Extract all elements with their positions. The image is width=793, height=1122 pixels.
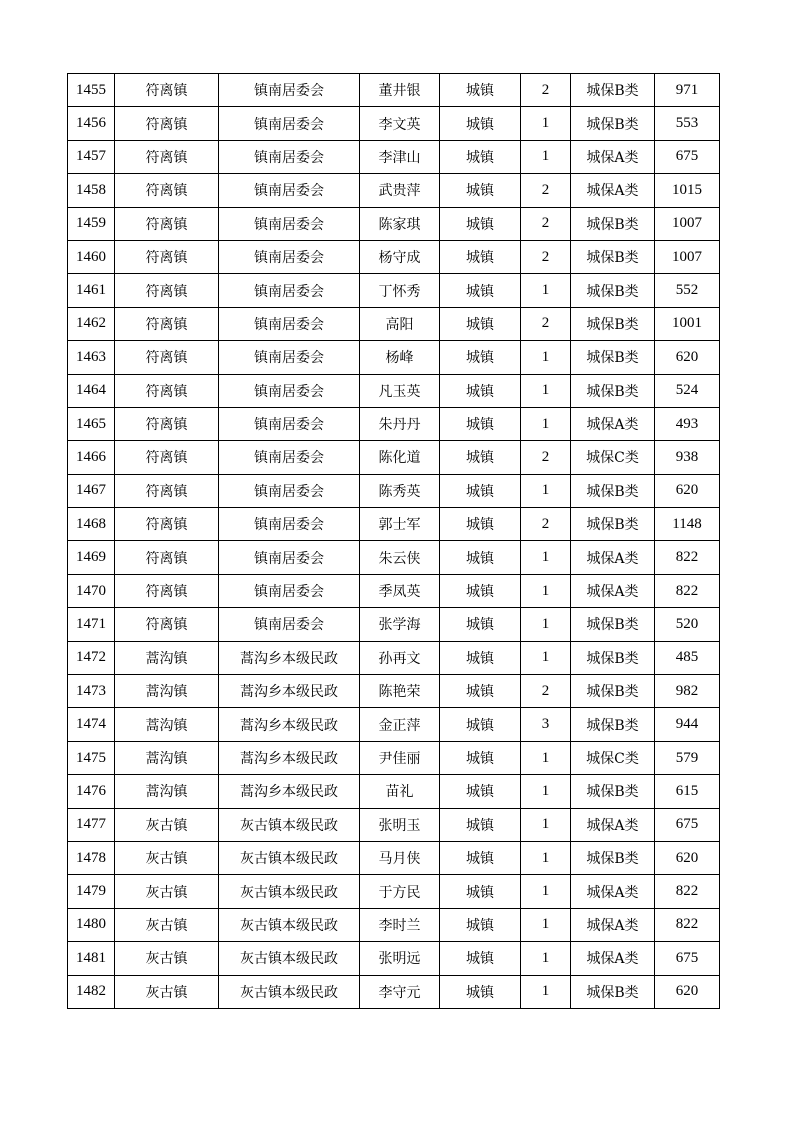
cell-town: 蒿沟镇 <box>115 641 219 674</box>
cell-area-type: 城镇 <box>440 174 521 207</box>
cell-category: 城保B类 <box>571 474 655 507</box>
cell-name: 郭士军 <box>360 508 440 541</box>
cell-committee: 镇南居委会 <box>219 441 360 474</box>
cell-committee: 镇南居委会 <box>219 140 360 173</box>
cell-household-size: 2 <box>521 74 571 107</box>
cell-household-size: 1 <box>521 107 571 140</box>
cell-amount: 1015 <box>655 174 720 207</box>
cell-area-type: 城镇 <box>440 608 521 641</box>
cell-area-type: 城镇 <box>440 808 521 841</box>
cell-area-type: 城镇 <box>440 775 521 808</box>
cell-name: 李文英 <box>360 107 440 140</box>
cell-area-type: 城镇 <box>440 708 521 741</box>
cell-area-type: 城镇 <box>440 942 521 975</box>
cell-name: 陈家琪 <box>360 207 440 240</box>
table-row <box>68 541 720 574</box>
cell-row-number: 1474 <box>68 708 115 741</box>
records-table <box>67 73 720 1009</box>
cell-committee: 镇南居委会 <box>219 341 360 374</box>
cell-household-size: 1 <box>521 908 571 941</box>
cell-committee: 灰古镇本级民政 <box>219 908 360 941</box>
cell-committee: 镇南居委会 <box>219 74 360 107</box>
cell-amount: 1007 <box>655 207 720 240</box>
cell-committee: 镇南居委会 <box>219 174 360 207</box>
table-row <box>68 574 720 607</box>
cell-amount: 822 <box>655 908 720 941</box>
cell-committee: 蒿沟乡本级民政 <box>219 641 360 674</box>
cell-category: 城保B类 <box>571 341 655 374</box>
cell-area-type: 城镇 <box>440 875 521 908</box>
table-row <box>68 975 720 1008</box>
cell-amount: 938 <box>655 441 720 474</box>
cell-name: 张明玉 <box>360 808 440 841</box>
table-row <box>68 675 720 708</box>
cell-name: 朱云侠 <box>360 541 440 574</box>
cell-amount: 1148 <box>655 508 720 541</box>
cell-category: 城保B类 <box>571 975 655 1008</box>
table-row <box>68 407 720 440</box>
cell-household-size: 1 <box>521 875 571 908</box>
cell-area-type: 城镇 <box>440 741 521 774</box>
cell-name: 于方民 <box>360 875 440 908</box>
table-row <box>68 374 720 407</box>
cell-town: 符离镇 <box>115 107 219 140</box>
table-row <box>68 474 720 507</box>
cell-category: 城保A类 <box>571 942 655 975</box>
cell-name: 董井银 <box>360 74 440 107</box>
cell-row-number: 1478 <box>68 841 115 874</box>
cell-town: 符离镇 <box>115 174 219 207</box>
cell-row-number: 1481 <box>68 942 115 975</box>
cell-row-number: 1477 <box>68 808 115 841</box>
cell-category: 城保B类 <box>571 508 655 541</box>
cell-committee: 蒿沟乡本级民政 <box>219 675 360 708</box>
table-row <box>68 641 720 674</box>
cell-town: 符离镇 <box>115 274 219 307</box>
cell-area-type: 城镇 <box>440 341 521 374</box>
cell-area-type: 城镇 <box>440 675 521 708</box>
table-row <box>68 841 720 874</box>
cell-name: 李守元 <box>360 975 440 1008</box>
cell-town: 灰古镇 <box>115 808 219 841</box>
cell-amount: 971 <box>655 74 720 107</box>
cell-row-number: 1480 <box>68 908 115 941</box>
cell-name: 高阳 <box>360 307 440 340</box>
cell-committee: 镇南居委会 <box>219 240 360 273</box>
cell-category: 城保B类 <box>571 74 655 107</box>
cell-household-size: 1 <box>521 775 571 808</box>
cell-amount: 485 <box>655 641 720 674</box>
cell-category: 城保B类 <box>571 307 655 340</box>
cell-row-number: 1473 <box>68 675 115 708</box>
cell-area-type: 城镇 <box>440 508 521 541</box>
cell-household-size: 1 <box>521 808 571 841</box>
cell-area-type: 城镇 <box>440 841 521 874</box>
cell-row-number: 1461 <box>68 274 115 307</box>
cell-area-type: 城镇 <box>440 641 521 674</box>
table-row <box>68 74 720 107</box>
table-row <box>68 107 720 140</box>
cell-household-size: 2 <box>521 307 571 340</box>
cell-area-type: 城镇 <box>440 374 521 407</box>
cell-name: 陈艳荣 <box>360 675 440 708</box>
cell-row-number: 1479 <box>68 875 115 908</box>
cell-town: 灰古镇 <box>115 975 219 1008</box>
cell-area-type: 城镇 <box>440 240 521 273</box>
cell-name: 李津山 <box>360 140 440 173</box>
cell-row-number: 1462 <box>68 307 115 340</box>
cell-amount: 524 <box>655 374 720 407</box>
cell-row-number: 1459 <box>68 207 115 240</box>
cell-amount: 675 <box>655 808 720 841</box>
cell-area-type: 城镇 <box>440 441 521 474</box>
cell-household-size: 2 <box>521 240 571 273</box>
records-table-body <box>68 74 720 1009</box>
cell-category: 城保B类 <box>571 274 655 307</box>
cell-town: 符离镇 <box>115 374 219 407</box>
cell-name: 陈秀英 <box>360 474 440 507</box>
cell-town: 蒿沟镇 <box>115 775 219 808</box>
cell-household-size: 2 <box>521 207 571 240</box>
cell-household-size: 2 <box>521 174 571 207</box>
cell-name: 金正萍 <box>360 708 440 741</box>
cell-name: 朱丹丹 <box>360 407 440 440</box>
cell-committee: 镇南居委会 <box>219 608 360 641</box>
cell-row-number: 1468 <box>68 508 115 541</box>
cell-row-number: 1472 <box>68 641 115 674</box>
cell-town: 符离镇 <box>115 74 219 107</box>
cell-category: 城保B类 <box>571 708 655 741</box>
cell-town: 符离镇 <box>115 474 219 507</box>
cell-name: 杨峰 <box>360 341 440 374</box>
cell-committee: 蒿沟乡本级民政 <box>219 708 360 741</box>
cell-town: 蒿沟镇 <box>115 675 219 708</box>
cell-committee: 灰古镇本级民政 <box>219 841 360 874</box>
cell-category: 城保B类 <box>571 675 655 708</box>
cell-name: 马月侠 <box>360 841 440 874</box>
cell-amount: 520 <box>655 608 720 641</box>
cell-name: 丁怀秀 <box>360 274 440 307</box>
cell-category: 城保A类 <box>571 574 655 607</box>
cell-town: 灰古镇 <box>115 841 219 874</box>
cell-town: 灰古镇 <box>115 942 219 975</box>
cell-committee: 镇南居委会 <box>219 274 360 307</box>
cell-amount: 620 <box>655 841 720 874</box>
cell-committee: 灰古镇本级民政 <box>219 808 360 841</box>
cell-household-size: 1 <box>521 741 571 774</box>
cell-name: 孙再文 <box>360 641 440 674</box>
cell-category: 城保C类 <box>571 441 655 474</box>
cell-committee: 灰古镇本级民政 <box>219 875 360 908</box>
cell-committee: 灰古镇本级民政 <box>219 942 360 975</box>
cell-amount: 620 <box>655 474 720 507</box>
cell-amount: 579 <box>655 741 720 774</box>
cell-category: 城保A类 <box>571 541 655 574</box>
cell-row-number: 1469 <box>68 541 115 574</box>
cell-name: 张学海 <box>360 608 440 641</box>
cell-category: 城保B类 <box>571 775 655 808</box>
table-row <box>68 307 720 340</box>
cell-area-type: 城镇 <box>440 474 521 507</box>
cell-town: 符离镇 <box>115 541 219 574</box>
cell-area-type: 城镇 <box>440 74 521 107</box>
table-row <box>68 441 720 474</box>
cell-committee: 镇南居委会 <box>219 407 360 440</box>
cell-category: 城保B类 <box>571 107 655 140</box>
cell-town: 蒿沟镇 <box>115 708 219 741</box>
cell-household-size: 1 <box>521 274 571 307</box>
cell-household-size: 1 <box>521 140 571 173</box>
cell-town: 符离镇 <box>115 240 219 273</box>
table-row <box>68 274 720 307</box>
cell-category: 城保A类 <box>571 875 655 908</box>
cell-name: 武贵萍 <box>360 174 440 207</box>
cell-name: 陈化道 <box>360 441 440 474</box>
cell-row-number: 1457 <box>68 140 115 173</box>
cell-household-size: 1 <box>521 942 571 975</box>
cell-area-type: 城镇 <box>440 207 521 240</box>
table-row <box>68 875 720 908</box>
cell-committee: 灰古镇本级民政 <box>219 975 360 1008</box>
table-row <box>68 708 720 741</box>
cell-committee: 镇南居委会 <box>219 307 360 340</box>
cell-town: 符离镇 <box>115 508 219 541</box>
cell-amount: 822 <box>655 574 720 607</box>
cell-amount: 944 <box>655 708 720 741</box>
cell-town: 符离镇 <box>115 140 219 173</box>
cell-town: 符离镇 <box>115 307 219 340</box>
cell-area-type: 城镇 <box>440 407 521 440</box>
cell-amount: 822 <box>655 541 720 574</box>
cell-row-number: 1458 <box>68 174 115 207</box>
cell-committee: 蒿沟乡本级民政 <box>219 741 360 774</box>
cell-amount: 1007 <box>655 240 720 273</box>
cell-row-number: 1460 <box>68 240 115 273</box>
cell-area-type: 城镇 <box>440 140 521 173</box>
cell-category: 城保B类 <box>571 374 655 407</box>
cell-category: 城保A类 <box>571 908 655 941</box>
cell-household-size: 1 <box>521 641 571 674</box>
cell-row-number: 1482 <box>68 975 115 1008</box>
cell-amount: 553 <box>655 107 720 140</box>
cell-amount: 620 <box>655 341 720 374</box>
cell-committee: 镇南居委会 <box>219 374 360 407</box>
table-row <box>68 741 720 774</box>
cell-amount: 1001 <box>655 307 720 340</box>
cell-row-number: 1466 <box>68 441 115 474</box>
cell-row-number: 1470 <box>68 574 115 607</box>
cell-household-size: 2 <box>521 508 571 541</box>
cell-household-size: 1 <box>521 474 571 507</box>
cell-household-size: 1 <box>521 574 571 607</box>
table-row <box>68 508 720 541</box>
cell-category: 城保A类 <box>571 407 655 440</box>
cell-town: 灰古镇 <box>115 908 219 941</box>
cell-amount: 675 <box>655 942 720 975</box>
cell-household-size: 1 <box>521 841 571 874</box>
cell-area-type: 城镇 <box>440 541 521 574</box>
cell-name: 杨守成 <box>360 240 440 273</box>
cell-name: 李时兰 <box>360 908 440 941</box>
cell-name: 凡玉英 <box>360 374 440 407</box>
cell-area-type: 城镇 <box>440 107 521 140</box>
table-row <box>68 808 720 841</box>
cell-name: 苗礼 <box>360 775 440 808</box>
table-row <box>68 207 720 240</box>
table-row <box>68 240 720 273</box>
cell-row-number: 1476 <box>68 775 115 808</box>
cell-category: 城保A类 <box>571 174 655 207</box>
cell-town: 蒿沟镇 <box>115 741 219 774</box>
cell-household-size: 1 <box>521 975 571 1008</box>
cell-committee: 镇南居委会 <box>219 474 360 507</box>
cell-town: 符离镇 <box>115 407 219 440</box>
cell-category: 城保B类 <box>571 641 655 674</box>
cell-amount: 982 <box>655 675 720 708</box>
table-row <box>68 942 720 975</box>
cell-amount: 822 <box>655 875 720 908</box>
cell-town: 符离镇 <box>115 441 219 474</box>
cell-household-size: 2 <box>521 441 571 474</box>
cell-name: 张明远 <box>360 942 440 975</box>
table-row <box>68 608 720 641</box>
cell-category: 城保A类 <box>571 808 655 841</box>
cell-amount: 620 <box>655 975 720 1008</box>
cell-category: 城保B类 <box>571 841 655 874</box>
cell-committee: 镇南居委会 <box>219 541 360 574</box>
cell-amount: 615 <box>655 775 720 808</box>
cell-household-size: 1 <box>521 341 571 374</box>
cell-area-type: 城镇 <box>440 307 521 340</box>
cell-category: 城保B类 <box>571 608 655 641</box>
cell-name: 季凤英 <box>360 574 440 607</box>
cell-committee: 镇南居委会 <box>219 207 360 240</box>
table-row <box>68 775 720 808</box>
cell-area-type: 城镇 <box>440 274 521 307</box>
cell-amount: 493 <box>655 407 720 440</box>
cell-area-type: 城镇 <box>440 574 521 607</box>
cell-row-number: 1467 <box>68 474 115 507</box>
cell-town: 灰古镇 <box>115 875 219 908</box>
cell-town: 符离镇 <box>115 574 219 607</box>
cell-category: 城保B类 <box>571 207 655 240</box>
table-row <box>68 908 720 941</box>
cell-row-number: 1475 <box>68 741 115 774</box>
cell-row-number: 1463 <box>68 341 115 374</box>
table-row <box>68 341 720 374</box>
cell-row-number: 1455 <box>68 74 115 107</box>
cell-household-size: 1 <box>521 541 571 574</box>
cell-household-size: 1 <box>521 608 571 641</box>
cell-household-size: 1 <box>521 407 571 440</box>
cell-committee: 镇南居委会 <box>219 508 360 541</box>
cell-committee: 蒿沟乡本级民政 <box>219 775 360 808</box>
cell-category: 城保A类 <box>571 140 655 173</box>
cell-committee: 镇南居委会 <box>219 107 360 140</box>
cell-household-size: 2 <box>521 675 571 708</box>
cell-category: 城保C类 <box>571 741 655 774</box>
cell-category: 城保B类 <box>571 240 655 273</box>
cell-amount: 552 <box>655 274 720 307</box>
cell-row-number: 1456 <box>68 107 115 140</box>
cell-household-size: 1 <box>521 374 571 407</box>
cell-town: 符离镇 <box>115 207 219 240</box>
cell-row-number: 1464 <box>68 374 115 407</box>
cell-area-type: 城镇 <box>440 975 521 1008</box>
cell-name: 尹佳丽 <box>360 741 440 774</box>
cell-town: 符离镇 <box>115 608 219 641</box>
cell-household-size: 3 <box>521 708 571 741</box>
cell-committee: 镇南居委会 <box>219 574 360 607</box>
table-row <box>68 174 720 207</box>
table-row <box>68 140 720 173</box>
cell-amount: 675 <box>655 140 720 173</box>
cell-town: 符离镇 <box>115 341 219 374</box>
cell-row-number: 1471 <box>68 608 115 641</box>
cell-row-number: 1465 <box>68 407 115 440</box>
cell-area-type: 城镇 <box>440 908 521 941</box>
